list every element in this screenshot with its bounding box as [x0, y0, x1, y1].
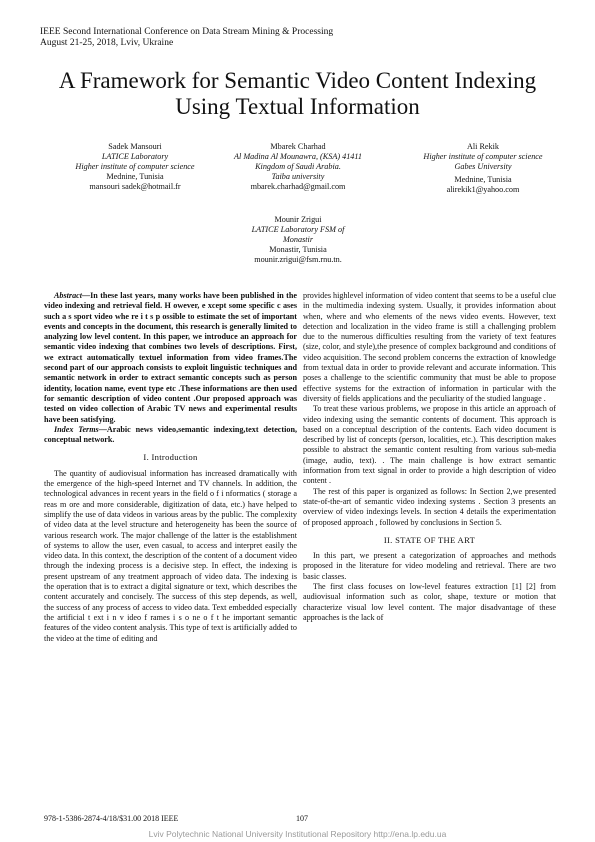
author-city: Mednine, Tunisia [106, 172, 164, 181]
repository-watermark: Lviv Polytechnic National University Institutional Repository http://ena.lp.edu.ua [148, 829, 447, 839]
abstract [44, 291, 297, 425]
abstract-label: Abstract [54, 291, 82, 300]
author-affiliation: LATICE Laboratory [101, 152, 169, 161]
title-line-1: A Framework for Semantic Video Content Indexing [58, 68, 537, 93]
conference-date: August 21-25, 2018, Lviv, Ukraine [40, 38, 174, 48]
paper-title [30, 68, 565, 120]
index-terms-label: Index Terms [54, 424, 99, 434]
paragraph: To treat these various problems, we propose in this article an approach of video indexing using the semantic contents of document. This approach is based on a conceptual description of the contents. Each video document is described by list of concepts (person, localities, etc.). This description makes possible to abstract the semantic content resulting from various sub-media (image, audio, text). . The main challenge is how extract semantic information from text signal in order to provide a high description of video content . [303, 404, 556, 486]
author-block-4 [223, 215, 373, 265]
section-heading-introduction: I. Introduction [143, 452, 198, 463]
section-heading-state-of-the-art: II. STATE OF THE ART [383, 534, 476, 545]
author-name: Sadek Mansouri [108, 142, 162, 151]
paragraph: In this part, we present a categorization of approaches and methods proposed in the literature for video modeling and retrieval. There are two basic classes. [303, 551, 556, 581]
conference-header [40, 27, 333, 49]
author-email: mansouri sadek@hotmail.fr [89, 182, 181, 191]
author-email: mounir.zrigui@fsm.rnu.tn. [254, 255, 342, 264]
author-name: Ali Rekik [466, 142, 500, 151]
author-affiliation: Al Madina Al Mounawra, (KSA) 41411 [234, 152, 362, 161]
left-column [44, 291, 297, 644]
title-line-2: Using Textual Information [175, 94, 420, 119]
paragraph: The quantity of audiovisual information has increased dramatically with the emergence of the high-speed Internet and TV channels. In addition, the technological advances in recent years in the field o f i nformatics ( storage a reas m ore and more considerable, digitization of data, etc.) have helped to simplify the use of data videos in various areas by the public. The complexity of video data at the level structure and heterogeneity has been the source of various research work. The major challenge of the latter is the establishment of systems to allow the user, even casual, to access and interpret easily the video data. In this context, the description of the content of a document video through the indexing process is a decisive step. In effect, the indexing is present upstream of any treatment approach of video data. The indexing is the operation that is to extract a digital signature or text, which describes the content accurately and concisely. The success of this step depends, as well, the success of any process of access to video data. Text embedded especially the artificial t ext i n v ideo f rames i s o ne o f t he important semantic features of the video content analysis. This type of text is artificially added to the video at the time of editing and [44, 468, 297, 643]
author-affiliation: Gabes University [454, 162, 512, 171]
author-email: alirekik1@yahoo.com [446, 185, 520, 194]
page-number: 107 [296, 814, 308, 823]
author-affiliation: Taiba university [271, 172, 325, 181]
footer-isbn: 978-1-5386-2874-4/18/$31.00 2018 IEEE [44, 814, 179, 823]
author-name: Mounir Zrigui [274, 215, 322, 224]
right-column [303, 291, 556, 623]
author-block-2 [223, 142, 373, 192]
author-affiliation: Kingdom of Saudi Arabia. [255, 162, 341, 171]
paragraph: provides highlevel information of video content that seems to be a useful clue in the multimedia indexing system. Usually, it provides information about when, where and who elements of the news video events. However, text detection and localization in the video frame is still a challenging problem due to the numerous difficulties resulting from the variety of text features (size, color, and style),the presence of complex background and conditions of video acquisition. The second problem concerns the extraction of knowledge from textual data in order to provide relevant and accurate information. This poses a challenge to the scientific community that must be able to propose effective systems for the extraction of information in particular with the diversity of fields applications and the peculiarity of the studied language . [303, 291, 556, 403]
author-name: Mbarek Charhad [270, 142, 326, 151]
author-block-1 [60, 142, 210, 192]
author-city: Mednine, Tunisia [454, 175, 512, 184]
index-terms [44, 425, 297, 446]
paragraph: The first class focuses on low-level features extraction [1] [2] from audiovisual information such as color, shape, texture or motion that characterize visual low level content. The major disadvantage of these approaches is the lack of [303, 582, 556, 622]
author-block-3 [408, 142, 558, 195]
author-city: Monastir, Tunisia [269, 245, 327, 254]
abstract-text: —In these last years, many works have been published in the video indexing and retrieval field. H owever, e xcept some specific c ases such a s sport video whe re i t s p ossible to estimate the set of important events and concepts in the document, this research is generally limited to analyzing low level content. In this paper, we introduce an approach for semantic video indexing that combines two levels of descriptions. First, we extract automatically textuel information from video frames.The second part of our approach consists to exploit linguistic techniques and semantic network in order to extract semantic concepts such as person identity, location name, event type etc .These informations are then used for semantic description of video content .Our proposed approach was tested on video collection of Arabic TV news and experimental results have been satisfying. [44, 291, 297, 424]
author-affiliation: Monastir [282, 235, 314, 244]
index-terms-text: —Arabic news video,semantic indexing,text detection, conceptual network. [44, 424, 297, 445]
author-affiliation: LATICE Laboratory FSM of [251, 225, 345, 234]
conference-name: IEEE Second International Conference on Data Stream Mining & Processing [40, 27, 334, 37]
author-affiliation: Higher institute of computer science [423, 152, 543, 161]
paragraph: The rest of this paper is organized as follows: In Section 2,we presented state-of-the-art of semantic video indexing systems . Section 3 presents an overview of video indexings levels. In section 4 details the experimentation of proposed approach , followed by conclusions in Section 5. [303, 486, 556, 527]
author-email: mbarek.charhad@gmail.com [250, 182, 346, 191]
author-affiliation: Higher institute of computer science [75, 162, 195, 171]
